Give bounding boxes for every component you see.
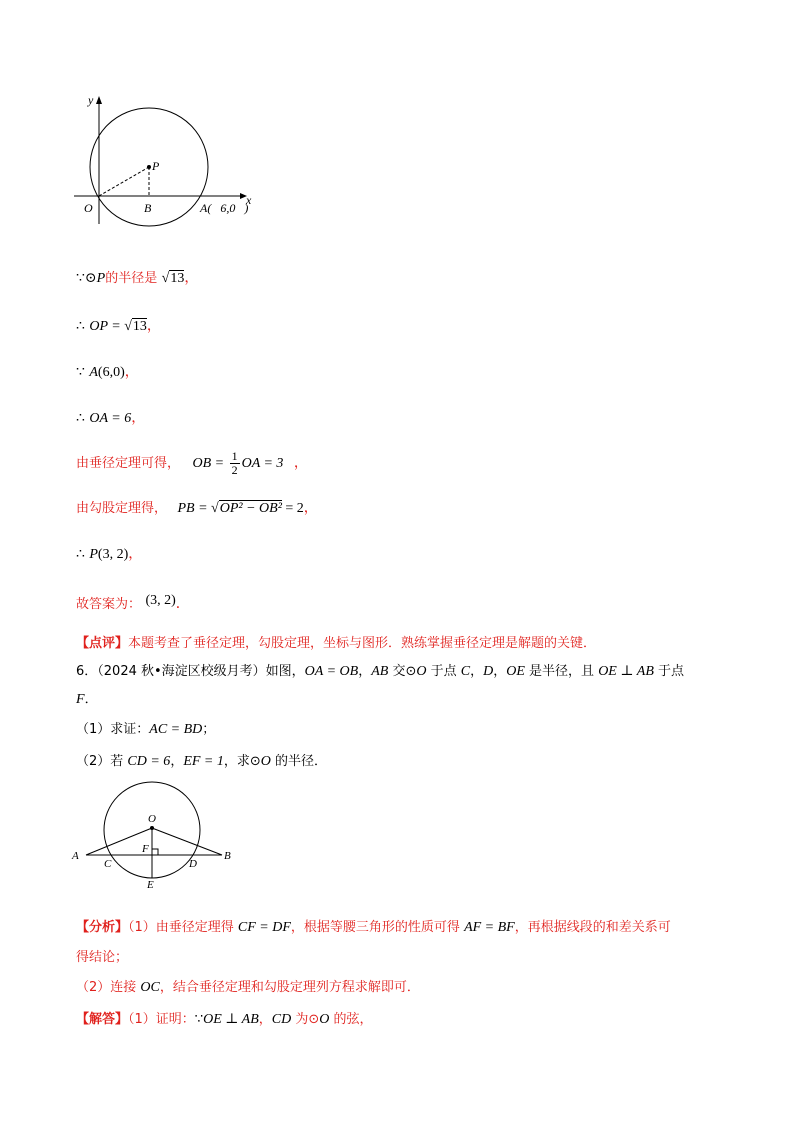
problem6-line-2: F． xyxy=(76,692,98,707)
answer-line-1: 【解答】（1）证明：∵OE ⊥ AB，CD 为⊙O 的弦， xyxy=(76,1012,373,1027)
figure-circle-coordinate xyxy=(70,90,270,230)
solution-line-7: ∴ P(3, 2)， xyxy=(76,546,143,562)
label-f: F xyxy=(142,843,149,855)
analysis-line-2: 得结论； xyxy=(76,950,129,965)
label-b: B xyxy=(224,850,231,862)
right-angle-mark xyxy=(152,849,158,855)
point-o xyxy=(150,826,154,830)
label-b: B xyxy=(144,201,152,215)
solution-line-6: 由勾股定理得， PB = √OP² − OB² = 2， xyxy=(76,500,318,516)
label-c: C xyxy=(104,858,112,870)
analysis-line-3: （2）连接 OC，结合垂径定理和勾股定理列方程求解即可． xyxy=(76,980,420,995)
label-o: O xyxy=(84,201,93,215)
y-axis-arrow xyxy=(96,96,102,104)
solution-line-2: ∴ OP = √13， xyxy=(76,318,161,334)
label-a: A xyxy=(72,850,79,862)
point-p xyxy=(147,165,151,169)
comment-line: 【点评】本题考查了垂径定理，勾股定理，坐标与图形．熟练掌握垂径定理是解题的关键． xyxy=(76,636,597,651)
solution-line-8: 故答案为： (3, 2)． xyxy=(76,593,190,612)
axis-y-label: y xyxy=(88,93,94,107)
problem6-question-2: （2）若 CD = 6，EF = 1，求⊙O 的半径． xyxy=(76,754,328,769)
problem6-question-1: （1）求证：AC = BD； xyxy=(76,722,216,737)
analysis-line-1: 【分析】（1）由垂径定理得 CF = DF，根据等腰三角形的性质可得 AF = BF，再根据线段的和差关系可 xyxy=(76,920,671,935)
solution-line-5: 由垂径定理可得， OB = $\frac{1}{2}$ OA = 3 ， xyxy=(76,448,308,477)
segment-op xyxy=(99,167,149,196)
solution-line-3: ∵ A(6,0)， xyxy=(76,364,139,380)
line-ob xyxy=(152,828,222,855)
label-p: P xyxy=(152,159,160,173)
solution-line-1: ∵⊙P的半径是 √13， xyxy=(76,270,199,286)
label-a: A( 6,0 ) xyxy=(200,201,249,215)
solution-line-4: ∴ OA = 6， xyxy=(76,410,146,426)
label-d: D xyxy=(189,858,197,870)
label-o: O xyxy=(148,813,156,825)
problem6-line-1: 6．（2024 秋•海淀区校级月考）如图，OA = OB，AB 交⊙O 于点 C，D，OE 是半径，且 OE ⊥ AB 于点 xyxy=(76,664,685,679)
label-e: E xyxy=(147,879,154,891)
axis-x-label: x xyxy=(246,193,252,207)
figure-circle-chord xyxy=(70,778,240,892)
